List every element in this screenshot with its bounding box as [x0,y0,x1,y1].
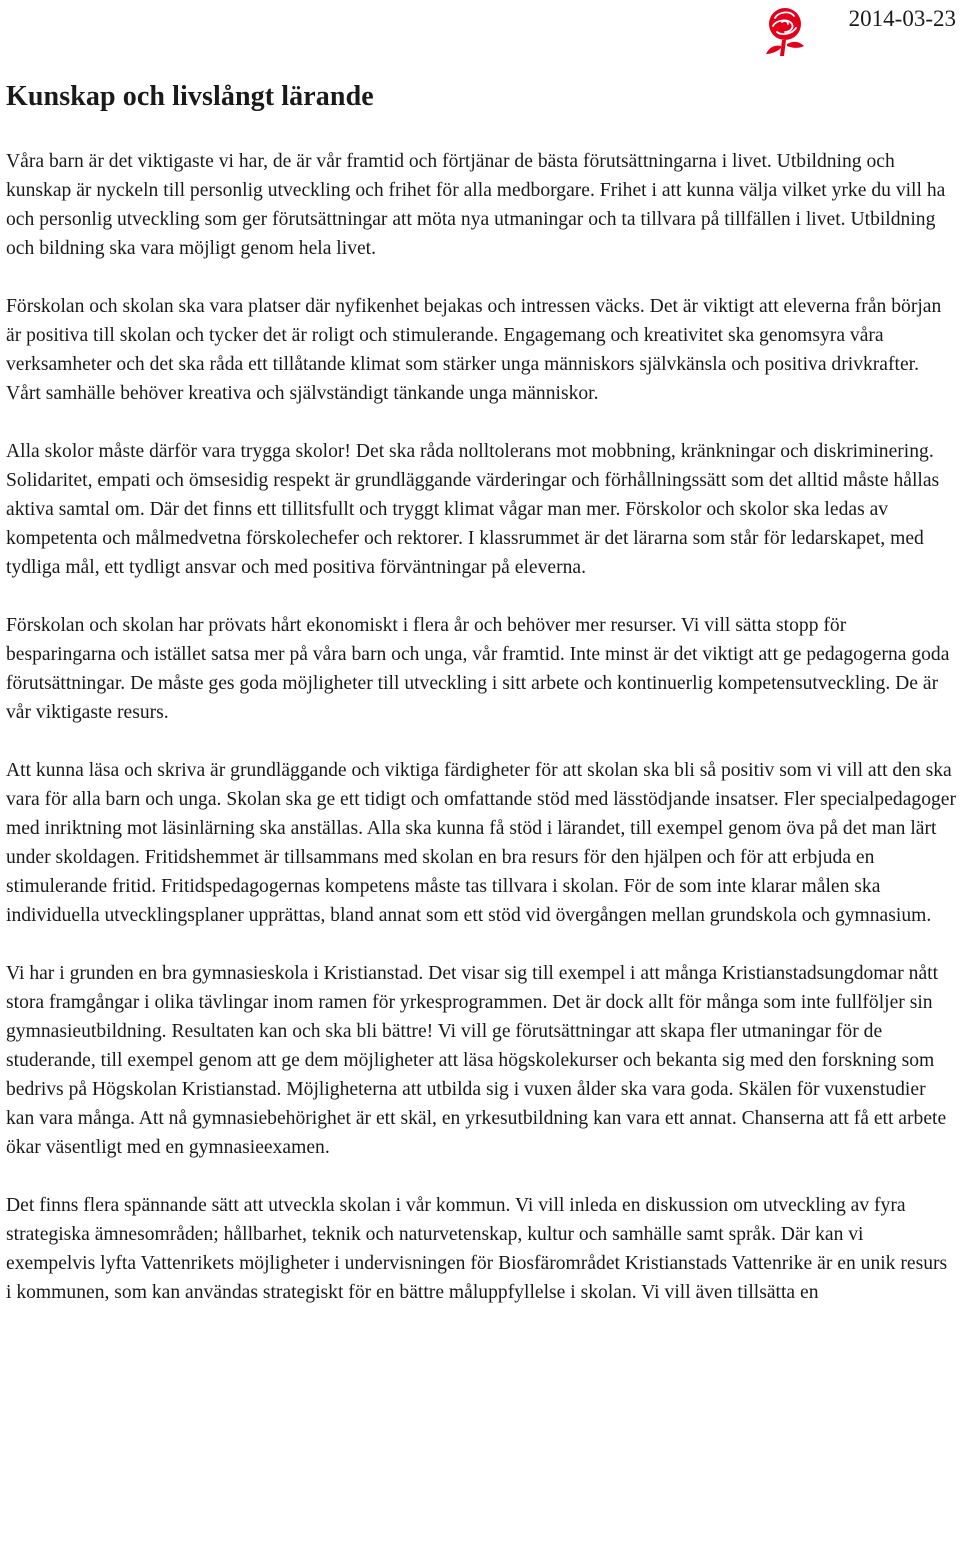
document-title: Kunskap och livslångt lärande [6,81,374,112]
paragraph-5: Att kunna läsa och skriva är grundläggande och viktiga färdigheter för att skolan ska bli så positiv som vi vill att den ska vara för alla barn och unga. Skolan ska ge ett tidigt och omfattande stöd med lässtödjande insatser. Fler specialpedagoger med inriktning mot läsinlärning ska anställas. Alla ska kunna få stöd i lärandet, till exempel genom öva på det man lärt under skoldagen. Fritidshemmet är tillsammans med skolan en bra resurs för den hjälpen och för att erbjuda en stimulerande fritid. Fritidspedagogernas kompetens måste tas tillvara i skolan. För de som inte klarar målen ska individuella utvecklingsplaner upprättas, bland annat som ett stöd vid övergången mellan grundskola och gymnasium. [6,760,957,926]
paragraph-7: Det finns flera spännande sätt att utveckla skolan i vår kommun. Vi vill inleda en diskussion om utveckling av fyra strategiska ämnesområden; hållbarhet, teknik och naturvetenskap, kultur och samhälle samt språk. Där kan vi exempelvis lyfta Vattenrikets möjligheter i undervisningen för Biosfärområdet Kristianstads Vattenrike är en unik resurs i kommunen, som kan användas strategiskt för en bättre måluppfyllelse i skolan. Vi vill även tillsätta en [6,1195,948,1303]
document-body [6,80,956,1307]
paragraph-2: Förskolan och skolan ska vara platser där nyfikenhet bejakas och intressen väcks. Det är viktigt att eleverna från början är positiva till skolan och tycker det är roligt och stimulerande. Engagemang och kreativitet ska genomsyra våra verksamheter och det ska råda ett tillåtande klimat som stärker unga människors självkänsla och positiva drivkrafter. Vårt samhälle behöver kreativa och självständigt tänkande unga människor. [6,296,942,404]
paragraph-4: Förskolan och skolan har prövats hårt ekonomiskt i flera år och behöver mer resurser. Vi vill sätta stopp för besparingarna och istället satsa mer på våra barn och unga, vår framtid. Inte minst är det viktigt att ge pedagogerna goda förutsättningar. De måste ges goda möjligheter till utveckling i sitt arbete och kontinuerlig kompetensutveckling. De är vår viktigaste resurs. [6,615,950,723]
page-header [0,0,960,60]
paragraph-6: Vi har i grunden en bra gymnasieskola i Kristianstad. Det visar sig till exempel i att många Kristianstadsungdomar nått stora framgångar i olika tävlingar inom ramen för yrkesprogrammen. Det är dock allt för många som inte fullföljer sin gymnasieutbildning. Resultaten kan och ska bli bättre! Vi vill ge förutsättningar att skapa fler utmaningar för de studerande, till exempel genom att ge dem möjligheter att läsa högskolekurser och bekanta sig med den forskning som bedrivs på Högskolan Kristianstad. Möjligheterna att utbilda sig i vuxen ålder ska vara goda. Skälen för vuxenstudier kan vara många. Att nå gymnasiebehörighet är ett skäl, en yrkesutbildning kan vara ett annat. Chanserna att få ett arbete ökar väsentligt med en gymnasieexamen. [6,963,947,1158]
rose-logo-graphic [762,4,808,56]
title-spacer [6,114,956,147]
paragraph-1: Våra barn är det viktigaste vi har, de är vår framtid och förtjänar de bästa förutsättningarna i livet. Utbildning och kunskap är nyckeln till personlig utveckling och frihet för alla medborgare. Frihet i att kunna välja vilket yrke du vill ha och personlig utveckling som ger förutsättningar att möta nya utmaningar och ta tillvara på tillfällen i livet. Utbildning och bildning ska vara möjligt genom hela livet. [6,151,946,259]
paragraph-3: Alla skolor måste därför vara trygga skolor! Det ska råda nolltolerans mot mobbning, kränkningar och diskriminering. Solidaritet, empati och ömsesidig respekt är grundläggande värderingar och förhållningssätt som det alltid måste hållas aktiva samtal om. Där det finns ett tillitsfullt och tryggt klimat vågar man mer. Förskolor och skolor ska ledas av kompetenta och målmedvetna förskolechefer och rektorer. I klassrummet är det lärarna som står för ledarskapet, med tydliga mål, ett tydligt ansvar och med positiva förväntningar på eleverna. [6,441,940,578]
document-date: 2014-03-23 [848,6,956,31]
rose-logo-icon [762,4,808,56]
